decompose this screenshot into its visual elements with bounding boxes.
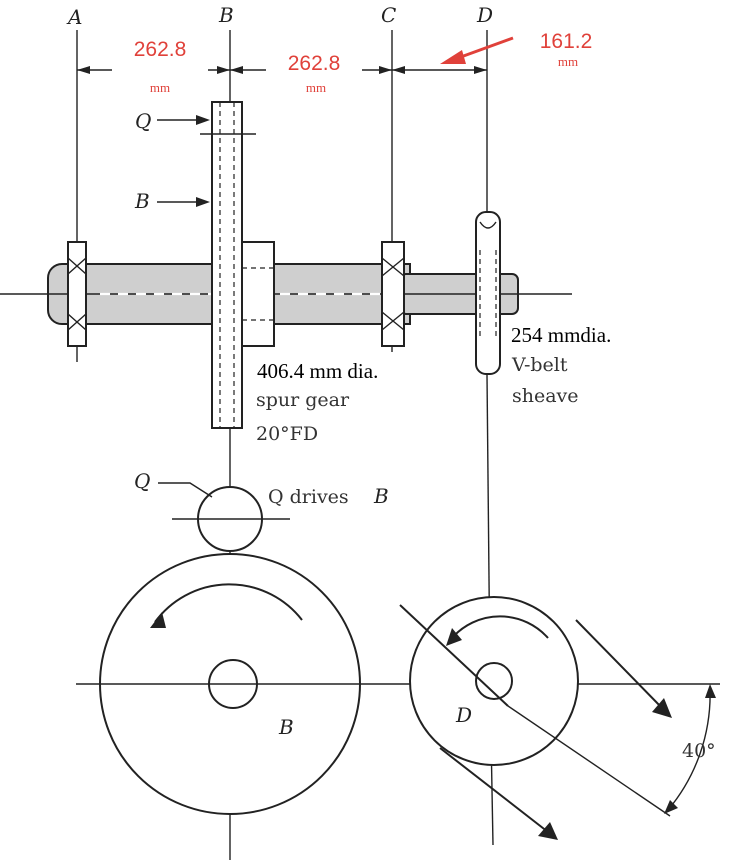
sheave-note-line1: 254 mmdia.	[511, 323, 612, 347]
q-drives-text: Q drives	[268, 486, 349, 508]
b-side-label: B	[135, 189, 150, 213]
dim-arrow-d-left	[474, 66, 487, 74]
belt-lower-arrow	[538, 822, 558, 840]
dim-bc-value: 262.8	[287, 52, 341, 75]
dim-arrow-c-right	[392, 66, 405, 74]
dim-arrow-b-left	[217, 66, 230, 74]
angle-dimension-ray	[508, 706, 670, 816]
v-belt-sheave-d-edge	[476, 212, 500, 374]
sheave-d-label: D	[456, 703, 473, 727]
q-drives-b-text: B	[374, 484, 389, 508]
bearing-a	[68, 242, 86, 346]
angle-label: 40°	[682, 740, 716, 762]
dim-bc-unit: mm	[305, 80, 327, 95]
angle-arc-arrow-top	[705, 684, 716, 698]
b-side-arrow	[196, 197, 210, 207]
dim-cd-unit: mm	[557, 54, 579, 69]
q-mid-leader	[158, 483, 212, 497]
station-b-label: B	[219, 3, 234, 27]
dim-arrow-a-right	[77, 66, 90, 74]
gear-b-label: B	[279, 715, 294, 739]
q-mid-label: Q	[134, 469, 151, 493]
q-top-arrow	[196, 115, 210, 125]
station-c-label: C	[381, 3, 397, 27]
sheave-note-line3: sheave	[512, 385, 579, 407]
angle-arc-arrow-bottom	[664, 800, 678, 814]
gear-b-hub	[242, 242, 274, 346]
bearing-c	[382, 242, 404, 346]
dim-ab-value: 262.8	[133, 38, 187, 61]
dim-arrow-b-right	[230, 66, 243, 74]
red-pointer-line	[458, 38, 513, 58]
dim-cd-value: 161.2	[539, 30, 593, 53]
gear-note-line2: spur gear	[256, 389, 350, 411]
dim-arrow-c-left	[379, 66, 392, 74]
dim-ab-unit: mm	[149, 80, 171, 95]
sheave-note-line2: V-belt	[512, 354, 568, 376]
q-top-label: Q	[135, 109, 152, 133]
belt-upper-tension-line	[576, 620, 664, 710]
station-d-label: D	[477, 3, 494, 27]
spur-gear-b-edge	[212, 102, 242, 428]
station-a-label: A	[68, 5, 83, 29]
gear-note-line3: 20°FD	[256, 423, 319, 445]
red-pointer-arrowhead	[440, 50, 466, 64]
gear-note-line1: 406.4 mm dia.	[257, 359, 379, 383]
